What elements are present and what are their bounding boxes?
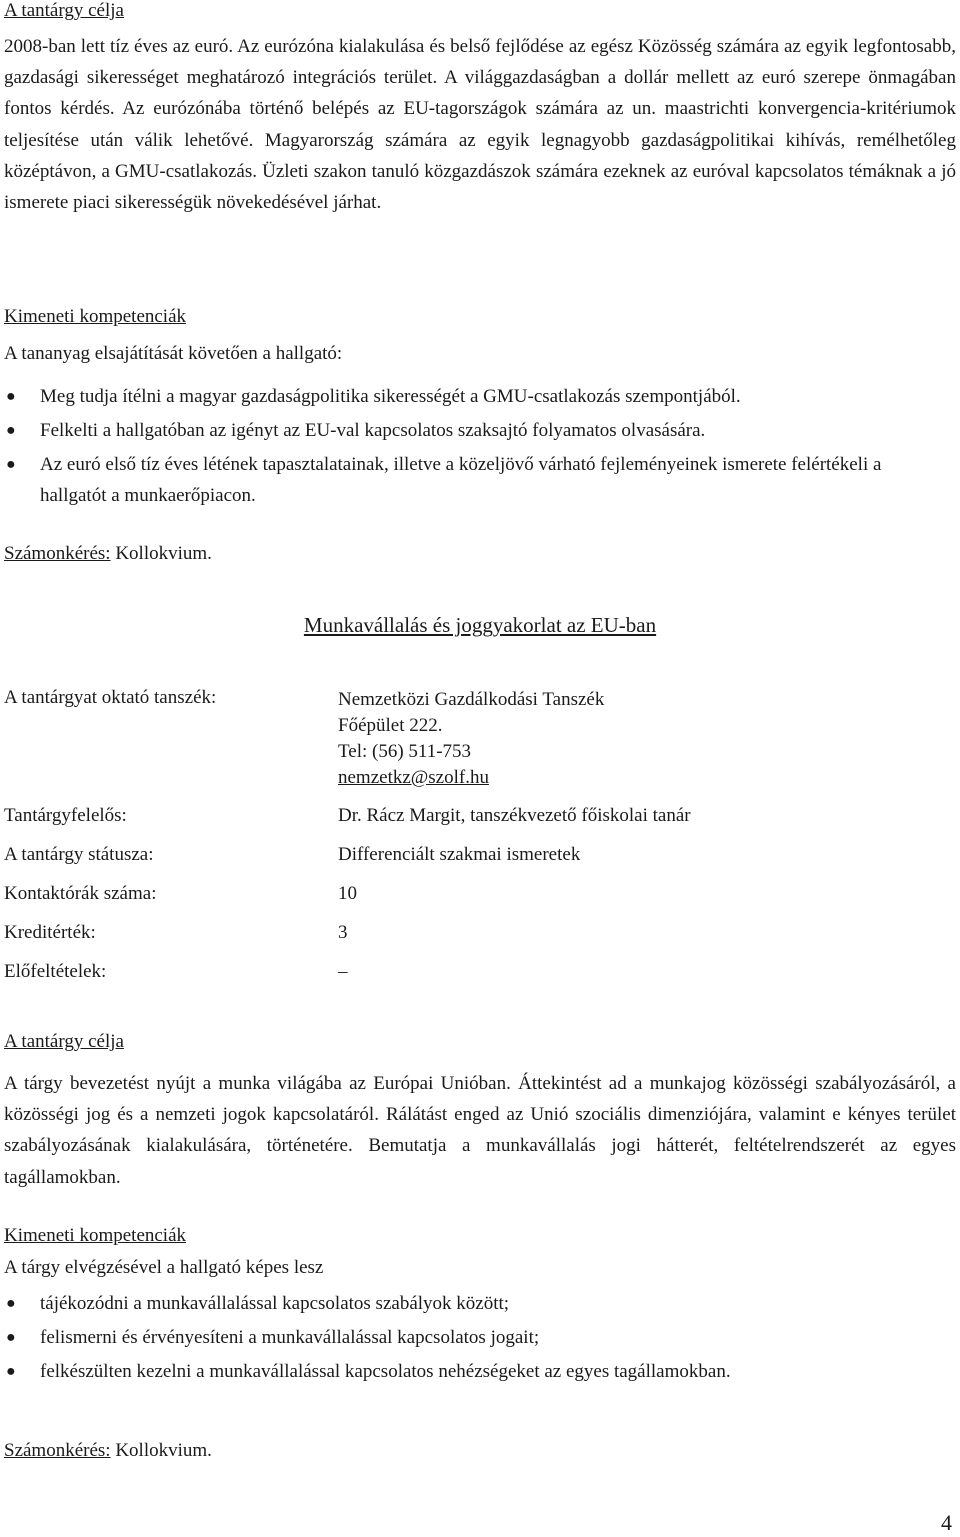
- assessment-value: Kollokvium.: [110, 543, 212, 564]
- assessment-label-2: Számonkérés:: [4, 1440, 111, 1461]
- assessment-value-2: Kollokvium.: [110, 1440, 212, 1461]
- list-item: ● Felkelti a hallgatóban az igényt az EU-val kapcsolatos szaksajtó folyamatos olvasására.: [0, 415, 956, 446]
- assessment-line: [4, 543, 212, 565]
- prerequisites-value: –: [338, 961, 348, 982]
- list-item: ● Az euró első tíz éves létének tapasztalatainak, illetve a közeljövő várható fejleményeinek ismerete felértékeli a hallgatót a munkaerőpiacon.: [0, 449, 906, 511]
- dept-label: A tantárgyat oktató tanszék:: [4, 687, 217, 708]
- dept-email-link[interactable]: nemzetkz@szolf.hu: [338, 767, 489, 788]
- competencies-list-2: [0, 1289, 956, 1391]
- bullet-icon: ●: [6, 422, 16, 439]
- assessment-line-2: [4, 1440, 212, 1462]
- section-heading-competencies: Kimeneti kompetenciák: [4, 306, 187, 327]
- contact-hours-value: 10: [338, 883, 357, 904]
- assessment-label: Számonkérés:: [4, 543, 111, 564]
- bullet-icon: ●: [6, 1295, 16, 1312]
- section-heading-course-goal-2: A tantárgy célja: [4, 1031, 124, 1052]
- section-heading-competencies-2: Kimeneti kompetenciák: [4, 1225, 187, 1246]
- credit-label: Kreditérték:: [4, 922, 96, 943]
- list-item: ● felkészülten kezelni a munkavállalással kapcsolatos nehézségeket az egyes tagállamokban.: [0, 1357, 956, 1387]
- status-label: A tantárgy státusza:: [4, 844, 154, 865]
- list-item: ● tájékozódni a munkavállalással kapcsolatos szabályok között;: [0, 1289, 956, 1319]
- section-heading-course-goal: A tantárgy célja: [4, 0, 124, 21]
- responsible-label: Tantárgyfelelős:: [4, 805, 127, 826]
- course-goal-paragraph-2: A tárgy bevezetést nyújt a munka világába az Európai Unióban. Áttekintést ad a munkajog közösségi szabályozásáról, a közösségi jog és a nemzeti jogok kapcsolatáról. Rálátást enged az Unió szociális dimenziójára, valamint e kényes terület szabályozásának kialakulására, történetére. Bemutatja a munkavállalás jogi hátterét, feltételrendszerét az egyes tagállamokban.: [4, 1073, 956, 1188]
- dept-info: [338, 687, 604, 791]
- competencies-intro-2: A tárgy elvégzésével a hallgató képes lesz: [4, 1257, 324, 1278]
- contact-hours-label: Kontaktórák száma:: [4, 883, 157, 904]
- course-title: Munkavállalás és joggyakorlat az EU-ban: [303, 613, 657, 637]
- bullet-icon: ●: [6, 1363, 16, 1380]
- list-item: ● felismerni és érvényesíteni a munkavállalással kapcsolatos jogait;: [0, 1323, 956, 1353]
- dept-phone: Tel: (56) 511-753: [338, 741, 472, 762]
- credit-value: 3: [338, 922, 348, 943]
- bullet-icon: ●: [6, 1329, 16, 1346]
- competencies-list: [0, 381, 956, 514]
- course-goal-paragraph: 2008-ban lett tíz éves az euró. Az eurózóna kialakulása és belső fejlődése az egész Közösség számára az egyik legfontosabb, gazdasági sikerességet meghatározó integrációs terület. A világgazdaságban a dollár mellett az euró szerepe önmagában fontos kérdés. Az eurózónába történő belépés az EU-tagországok számára az un. maastrichti konvergencia-kritériumok teljesítése után válik lehetővé. Magyarország számára az egyik legnagyobb gazdaságpolitikai kihívás, remélhetőleg középtávon, a GMU-csatlakozás. Üzleti szakon tanuló közgazdászok számára ezeknek az euróval kapcsolatos témáknak a jó ismerete piaci sikerességük növekedésével járhat.: [4, 36, 956, 214]
- list-item: ● Meg tudja ítélni a magyar gazdaságpolitika sikerességét a GMU-csatlakozás szempontjából.: [0, 381, 956, 412]
- prerequisites-label: Előfeltételek:: [4, 961, 107, 982]
- responsible-value: Dr. Rácz Margit, tanszékvezető főiskolai tanár: [338, 805, 691, 826]
- dept-name: Nemzetközi Gazdálkodási Tanszék: [338, 689, 605, 710]
- bullet-icon: ●: [6, 388, 16, 405]
- dept-building: Főépület 222.: [338, 715, 443, 736]
- bullet-icon: ●: [6, 456, 16, 473]
- page-number: 4: [941, 1510, 952, 1535]
- competencies-intro: A tananyag elsajátítását követően a hallgató:: [4, 343, 343, 364]
- status-value: Differenciált szakmai ismeretek: [338, 844, 581, 865]
